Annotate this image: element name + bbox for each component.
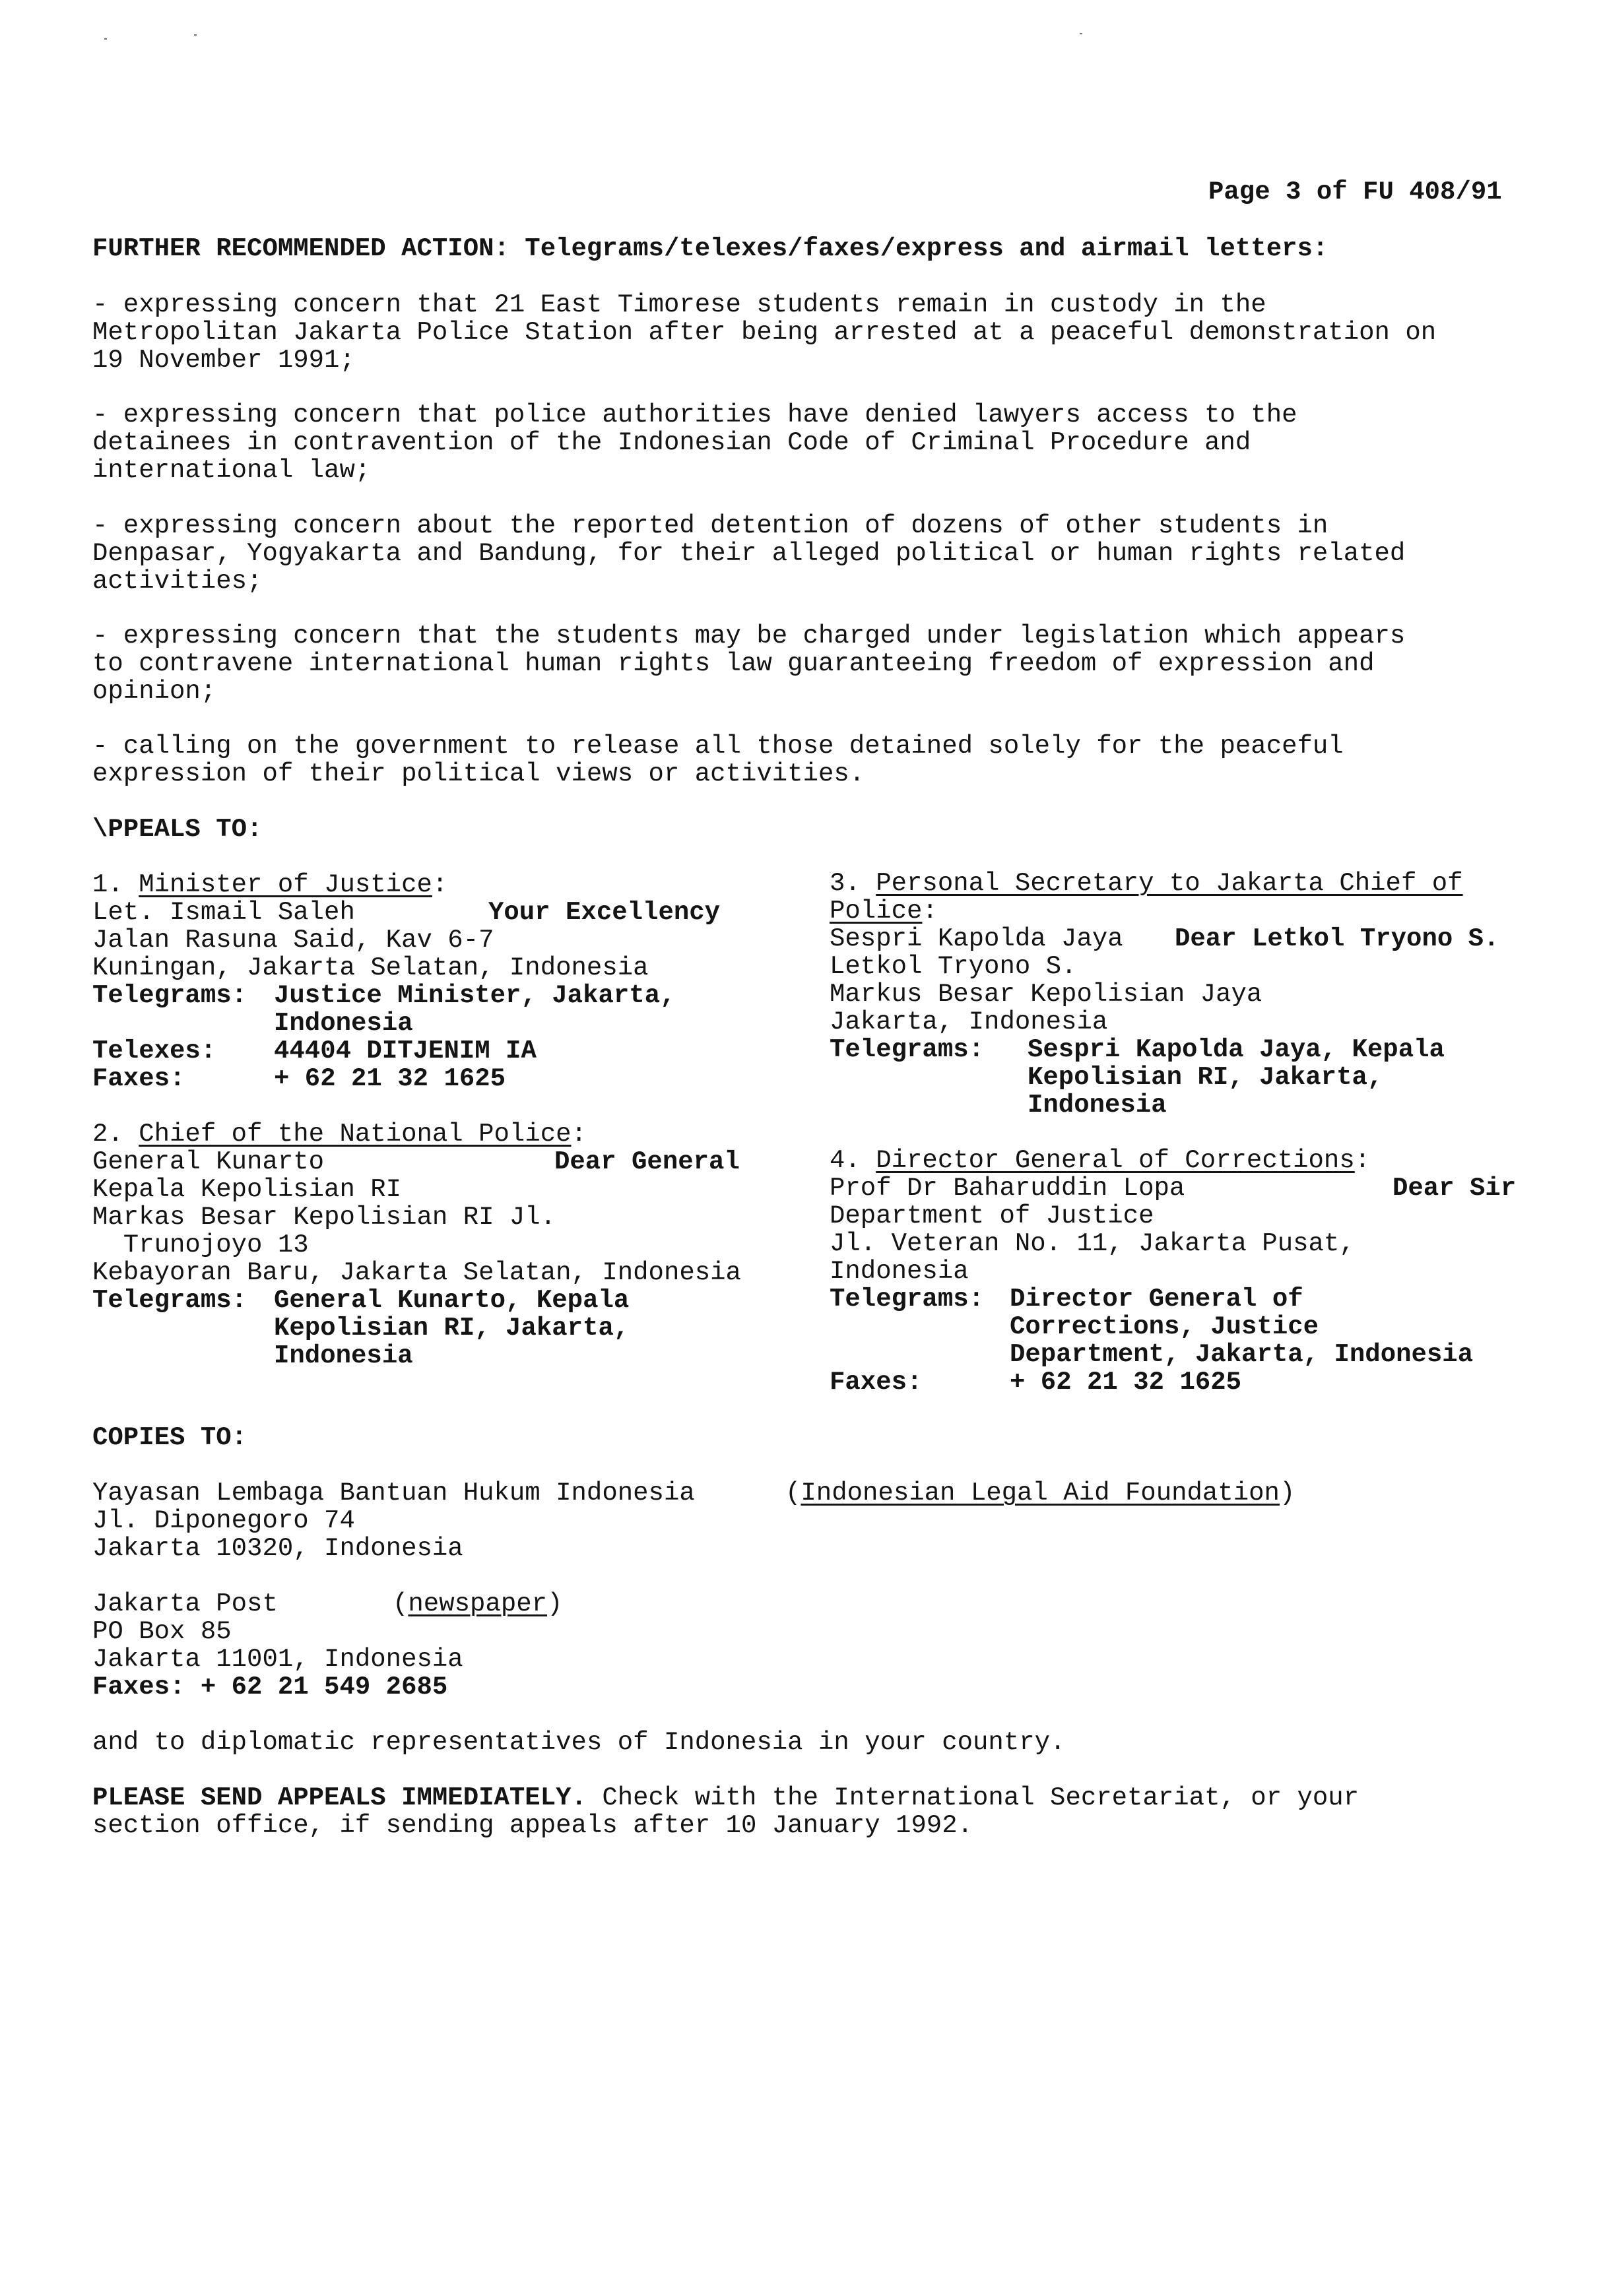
- telegrams-label: Telegrams:: [92, 981, 247, 1010]
- appeal-address: Jalan Rasuna Said, Kav 6-7: [92, 926, 494, 955]
- copy-address: PO Box 85: [92, 1617, 232, 1646]
- telegrams-value: Director General of: [1010, 1285, 1303, 1314]
- appeal-address: Trunojoyo 13: [92, 1230, 309, 1260]
- bullet-line: expression of their political views or activities.: [92, 759, 865, 788]
- bullet-line: 19 November 1991;: [92, 346, 355, 375]
- bullet-line: - calling on the government to release all those detained solely for the peaceful: [92, 732, 1344, 761]
- bullet-line: - expressing concern that the students may be charged under legislation which appears: [92, 622, 1406, 651]
- telegrams-value: Department, Jakarta, Indonesia: [1010, 1340, 1474, 1369]
- appeal-address: Markus Besar Kepolisian Jaya: [830, 980, 1262, 1009]
- telegrams-value: Indonesia: [1028, 1091, 1167, 1120]
- faxes-value: + 62 21 32 1625: [274, 1064, 506, 1093]
- appeal-address: Kepala Kepolisian RI: [92, 1175, 402, 1204]
- appeal-name: General Kunarto: [92, 1147, 325, 1176]
- scan-speck: [104, 38, 107, 40]
- page-reference: Page 3 of FU 408/91: [1208, 177, 1502, 207]
- copy-address: Jakarta 10320, Indonesia: [92, 1534, 463, 1563]
- appeal-title-line: 4. Director General of Corrections:: [830, 1146, 1371, 1175]
- telegrams-value: Sespri Kapolda Jaya, Kepala: [1028, 1035, 1445, 1064]
- appeal-title: Police: [830, 897, 923, 926]
- scan-speck: [194, 34, 197, 36]
- telegrams-value: Corrections, Justice: [1010, 1312, 1319, 1341]
- bullet-line: Denpasar, Yogyakarta and Bandung, for their alleged political or human rights related: [92, 539, 1406, 568]
- appeal-name: Prof Dr Baharuddin Lopa: [830, 1174, 1185, 1203]
- faxes-label: Faxes:: [92, 1064, 185, 1093]
- appeal-salutation: Dear Sir: [1392, 1174, 1517, 1203]
- bullet-line: - expressing concern that police authorities have denied lawyers access to the: [92, 400, 1297, 430]
- appeal-title: Chief of the National Police: [139, 1120, 572, 1149]
- appeal-address: Letkol Tryono S.: [830, 952, 1077, 981]
- bullet-line: activities;: [92, 567, 263, 596]
- copy-name: Jakarta Post: [92, 1589, 278, 1618]
- copy-name: Yayasan Lembaga Bantuan Hukum Indonesia: [92, 1479, 695, 1508]
- bullet-line: detainees in contravention of the Indonesian Code of Criminal Procedure and: [92, 428, 1251, 457]
- copy-note: (Indonesian Legal Aid Foundation): [785, 1479, 1295, 1508]
- appeal-address: Jakarta, Indonesia: [830, 1007, 1108, 1036]
- appeal-address: Kuningan, Jakarta Selatan, Indonesia: [92, 953, 649, 982]
- telegrams-value: Indonesia: [274, 1341, 413, 1370]
- telegrams-value: Indonesia: [274, 1009, 413, 1038]
- telegrams-label: Telegrams:: [830, 1285, 985, 1314]
- telexes-label: Telexes:: [92, 1036, 216, 1066]
- telegrams-value: Kepolisian RI, Jakarta,: [274, 1314, 630, 1343]
- faxes-label: Faxes:: [830, 1368, 923, 1397]
- bullet-line: opinion;: [92, 677, 216, 706]
- telegrams-value: Kepolisian RI, Jakarta,: [1028, 1063, 1383, 1092]
- telegrams-label: Telegrams:: [92, 1286, 247, 1315]
- scan-speck: [1080, 33, 1082, 34]
- appeal-title: Minister of Justice: [139, 870, 432, 899]
- appeal-address: Department of Justice: [830, 1201, 1154, 1230]
- copy-fax: Faxes: + 62 21 549 2685: [92, 1673, 448, 1702]
- action-heading: FURTHER RECOMMENDED ACTION: Telegrams/telexes/faxes/express and airmail letters:: [92, 234, 1328, 263]
- telegrams-value: General Kunarto, Kepala: [274, 1286, 630, 1315]
- appeal-title: Personal Secretary to Jakarta Chief of: [876, 869, 1463, 898]
- appeal-address: Kebayoran Baru, Jakarta Selatan, Indonesia: [92, 1258, 741, 1287]
- appeal-salutation: Dear General: [554, 1147, 740, 1176]
- bullet-line: - expressing concern about the reported detention of dozens of other students in: [92, 511, 1328, 540]
- appeal-title-line: Police:: [830, 897, 938, 926]
- bullet-line: to contravene international human rights law guaranteeing freedom of expression and: [92, 649, 1375, 678]
- appeal-address: Markas Besar Kepolisian RI Jl.: [92, 1203, 556, 1232]
- appeal-title: Director General of Corrections: [876, 1146, 1355, 1175]
- telegrams-value: Justice Minister, Jakarta,: [274, 981, 676, 1010]
- copy-address: Jakarta 11001, Indonesia: [92, 1645, 463, 1674]
- copy-address: Jl. Diponegoro 74: [92, 1506, 355, 1535]
- appeal-name: Sespri Kapolda Jaya: [830, 924, 1123, 953]
- appeal-title-line: 1. Minister of Justice:: [92, 870, 448, 899]
- appeals-heading: \PPEALS TO:: [92, 815, 263, 844]
- diplomatic-note: and to diplomatic representatives of Indonesia in your country.: [92, 1728, 1066, 1757]
- bullet-line: Metropolitan Jakarta Police Station after being arrested at a peaceful demonstration on: [92, 318, 1437, 347]
- appeal-title-line: 3. Personal Secretary to Jakarta Chief of: [830, 869, 1463, 898]
- telegrams-label: Telegrams:: [830, 1035, 985, 1064]
- copy-note: (newspaper): [393, 1589, 563, 1618]
- bullet-line: international law;: [92, 456, 371, 485]
- closing-emphasis: PLEASE SEND APPEALS IMMEDIATELY.: [92, 1783, 587, 1812]
- appeal-title-line: 2. Chief of the National Police:: [92, 1120, 587, 1149]
- bullet-line: - expressing concern that 21 East Timorese students remain in custody in the: [92, 290, 1266, 319]
- telexes-value: 44404 DITJENIM IA: [274, 1036, 537, 1066]
- appeal-address: Indonesia: [830, 1257, 969, 1286]
- appeal-salutation: Your Excellency: [488, 898, 721, 927]
- appeal-salutation: Dear Letkol Tryono S.: [1175, 924, 1499, 953]
- closing-line: section office, if sending appeals after 10 January 1992.: [92, 1811, 973, 1840]
- appeal-name: Let. Ismail Saleh: [92, 898, 355, 927]
- copies-heading: COPIES TO:: [92, 1423, 247, 1452]
- appeal-address: Jl. Veteran No. 11, Jakarta Pusat,: [830, 1229, 1355, 1258]
- faxes-value: + 62 21 32 1625: [1010, 1368, 1242, 1397]
- closing-line: PLEASE SEND APPEALS IMMEDIATELY. Check with the International Secretariat, or your: [92, 1783, 1359, 1812]
